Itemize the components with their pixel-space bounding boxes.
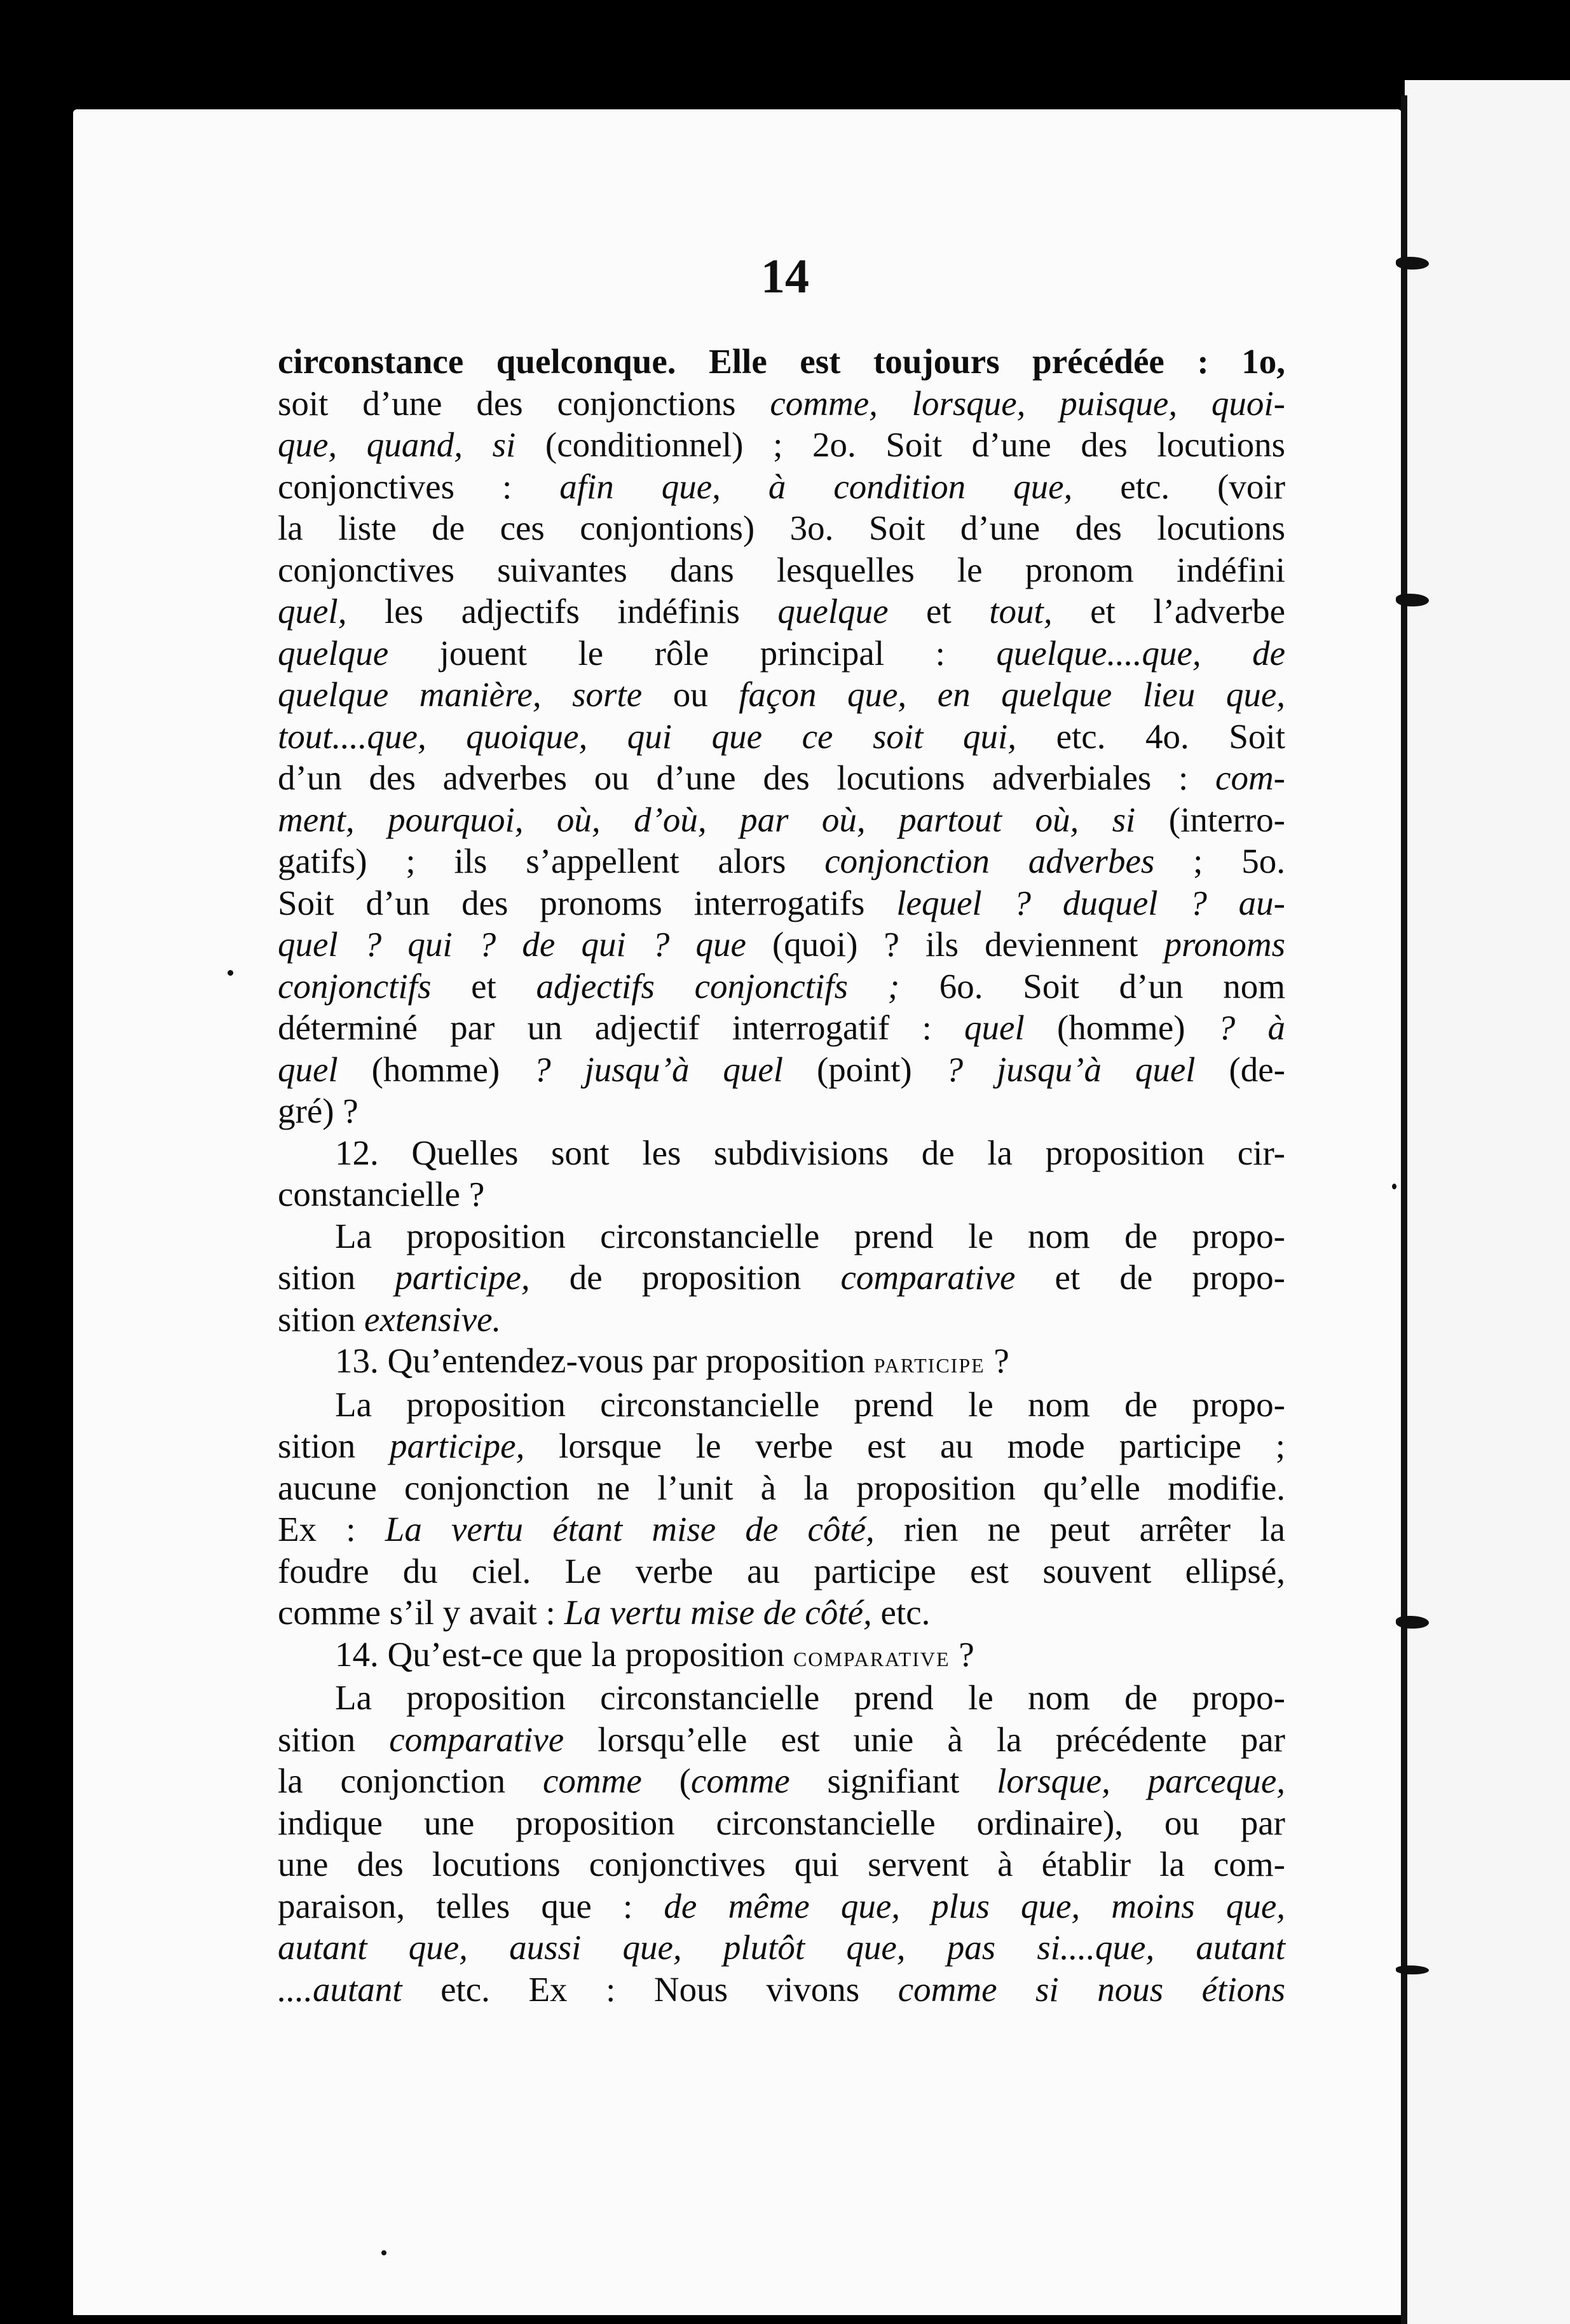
- text-line: [278, 757, 1285, 799]
- text-segment: et: [431, 966, 536, 1006]
- text-segment: pronoms: [1164, 925, 1285, 964]
- text-segment: conjonctives :: [278, 467, 560, 506]
- text-segment: signifiant: [789, 1761, 997, 1800]
- text-segment: ?: [950, 1634, 974, 1674]
- text-segment: (conditionnel) ; 2o. Soit d’une des locutions: [515, 425, 1285, 464]
- text-line: [278, 1508, 1285, 1550]
- text-line: [278, 1425, 1285, 1467]
- text-line: [278, 1760, 1285, 1802]
- text-segment: la liste de ces conjontions) 3o. Soit d’une des locutions: [278, 509, 1285, 547]
- text-segment: constancielle ?: [278, 1175, 485, 1213]
- text-segment: déterminé par un adjectif interrogatif :: [278, 1008, 965, 1047]
- text-segment: aucune conjonction ne l’unit à la proposition qu’elle modifie.: [278, 1468, 1285, 1507]
- text-segment: La vertu étant mise de côté,: [385, 1510, 875, 1548]
- text-segment: une des locutions conjonctives qui servent à établir la com-: [278, 1845, 1285, 1883]
- text-line: [278, 1384, 1285, 1426]
- text-segment: la conjonction: [278, 1761, 543, 1800]
- text-segment: participe: [873, 1346, 985, 1379]
- text-line: [278, 1340, 1285, 1384]
- text-line: [278, 1634, 1285, 1678]
- text-line: [278, 591, 1285, 632]
- text-segment: La vertu mise de côté,: [564, 1593, 872, 1632]
- text-segment: d’un des adverbes ou d’une des locutions adverbiales :: [278, 758, 1216, 797]
- text-segment: La proposition circonstancielle prend le nom de propo-: [335, 1216, 1285, 1255]
- text-segment: façon que, en quelque lieu que,: [739, 675, 1285, 714]
- text-segment: sition: [278, 1299, 364, 1339]
- text-segment: tout....que, quoique, qui que ce soit qui,: [278, 716, 1017, 756]
- text-line: [278, 1550, 1285, 1592]
- text-segment: ?: [985, 1341, 1009, 1380]
- text-line: [278, 924, 1285, 966]
- text-segment: extensive.: [364, 1299, 502, 1339]
- text-segment: conjonctives suivantes dans lesquelles le pronom indéfini: [278, 550, 1285, 589]
- text-segment: ? à: [1217, 1008, 1286, 1047]
- text-line: [278, 1885, 1285, 1927]
- text-segment: et l’adverbe: [1052, 592, 1285, 631]
- text-segment: participe,: [395, 1258, 530, 1297]
- text-segment: (point): [783, 1049, 946, 1089]
- text-line: [278, 632, 1285, 674]
- text-segment: de proposition: [529, 1258, 841, 1297]
- text-segment: ? jusqu’à quel: [533, 1049, 784, 1089]
- text-segment: comparative: [793, 1639, 950, 1672]
- text-segment: de même que, plus que, moins que,: [664, 1886, 1285, 1925]
- text-segment: ment, pourquoi, où, d’où, par où, partout où, si: [278, 800, 1136, 839]
- text-segment: sition: [278, 1258, 395, 1297]
- text-line: [278, 1592, 1285, 1634]
- text-segment: tout,: [989, 592, 1053, 631]
- text-line: [278, 466, 1285, 508]
- text-line: [278, 1802, 1285, 1844]
- text-segment: paraison, telles que :: [278, 1886, 664, 1925]
- text-segment: gré) ?: [278, 1091, 358, 1130]
- text-segment: La proposition circonstancielle prend le nom de propo-: [335, 1678, 1285, 1717]
- text-segment: gatifs) ; ils s’appellent alors: [278, 842, 825, 880]
- page-gutter: [1401, 95, 1407, 2324]
- text-segment: lorsqu’elle est unie à la précédente par: [564, 1719, 1285, 1759]
- text-segment: (quoi) ? ils deviennent: [746, 925, 1164, 964]
- text-line: [278, 1299, 1285, 1341]
- scan-speck: [381, 2250, 386, 2255]
- text-segment: quel: [964, 1008, 1025, 1047]
- text-segment: quel ? qui ? de qui ? que: [278, 925, 746, 964]
- text-segment: conjonction adverbes: [824, 842, 1155, 880]
- text-segment: quelque....que, de: [996, 633, 1285, 673]
- text-segment: sition: [278, 1426, 390, 1465]
- text-segment: comme, lorsque, puisque, quoi-: [770, 383, 1285, 423]
- text-line: [278, 716, 1285, 758]
- text-segment: rien ne peut arrêter la: [874, 1510, 1285, 1548]
- text-segment: participe,: [390, 1426, 525, 1465]
- text-segment: (homme): [338, 1049, 534, 1089]
- text-line: [278, 1719, 1285, 1761]
- text-line: [278, 674, 1285, 716]
- binding-mark: [1396, 1965, 1429, 1974]
- text-line: [278, 840, 1285, 882]
- text-segment: ; 5o.: [1154, 842, 1285, 880]
- text-segment: lorsque le verbe est au mode participe ;: [524, 1426, 1286, 1465]
- binding-mark: [1396, 1616, 1429, 1629]
- page-number: 14: [761, 250, 809, 303]
- text-line: [278, 424, 1285, 466]
- text-line: [278, 1677, 1285, 1719]
- text-line: [278, 383, 1285, 425]
- text-segment: que, quand, si: [278, 425, 516, 464]
- text-segment: 12. Quelles sont les subdivisions de la proposition cir-: [335, 1133, 1285, 1172]
- text-line: [278, 1007, 1285, 1049]
- text-segment: quel: [278, 1049, 338, 1089]
- text-segment: comme s’il y avait :: [278, 1593, 564, 1632]
- text-segment: 6o. Soit d’un nom: [899, 966, 1286, 1006]
- text-segment: comparative: [389, 1719, 564, 1759]
- text-segment: (: [641, 1761, 691, 1800]
- text-line: [278, 1049, 1285, 1091]
- text-segment: etc. 4o. Soit: [1016, 716, 1285, 756]
- text-segment: lorsque, parceque,: [997, 1761, 1285, 1800]
- text-line: [278, 1090, 1285, 1132]
- text-line: [278, 882, 1285, 924]
- text-line: [278, 1843, 1285, 1885]
- text-segment: adjectifs conjonctifs ;: [536, 966, 900, 1006]
- text-line: [278, 1467, 1285, 1509]
- text-segment: etc.: [871, 1593, 931, 1632]
- text-segment: ? jusqu’à quel: [945, 1049, 1196, 1089]
- text-segment: quel,: [278, 592, 347, 631]
- scan-speck: [1392, 1184, 1396, 1189]
- text-line: [278, 1969, 1285, 2011]
- text-segment: et: [888, 592, 990, 631]
- text-segment: 14. Qu’est-ce que la proposition: [335, 1634, 793, 1674]
- text-segment: quelque manière, sorte: [278, 675, 643, 714]
- text-segment: afin que, à condition que,: [559, 467, 1073, 506]
- binding-mark: [1396, 594, 1429, 606]
- text-line: [278, 507, 1285, 549]
- text-segment: comme si nous étions: [898, 1969, 1285, 2009]
- text-segment: (homme): [1024, 1008, 1218, 1047]
- text-segment: La proposition circonstancielle prend le nom de propo-: [335, 1384, 1285, 1424]
- text-segment: foudre du ciel. Le verbe au participe est souvent ellipsé,: [278, 1551, 1285, 1590]
- text-segment: jouent le rôle principal :: [388, 633, 997, 673]
- text-segment: lequel ? duquel ? au-: [896, 883, 1285, 922]
- text-segment: (de-: [1195, 1049, 1285, 1089]
- text-line: [278, 1927, 1285, 1969]
- text-line: [278, 1173, 1285, 1215]
- text-segment: sition: [278, 1719, 390, 1759]
- text-segment: Ex :: [278, 1510, 385, 1548]
- text-segment: ....autant: [278, 1969, 402, 2009]
- text-segment: etc. (voir: [1072, 467, 1286, 506]
- text-segment: comme: [543, 1761, 642, 1800]
- page-body-text: [278, 341, 1285, 2010]
- text-segment: conjonctifs: [278, 966, 432, 1006]
- text-line: [278, 1257, 1285, 1299]
- text-line: [278, 549, 1285, 591]
- text-segment: indique une proposition circonstancielle ordinaire), ou par: [278, 1803, 1285, 1842]
- text-segment: soit d’une des conjonctions: [278, 383, 770, 423]
- text-line: [278, 1215, 1285, 1257]
- text-line: [278, 966, 1285, 1008]
- text-line: [278, 1132, 1285, 1174]
- text-line: [278, 341, 1285, 383]
- text-segment: Soit d’un des pronoms interrogatifs: [278, 883, 897, 922]
- text-segment: comme: [690, 1761, 790, 1800]
- text-segment: quelque: [777, 592, 889, 631]
- text-segment: autant que, aussi que, plutôt que, pas si....que, autant: [278, 1928, 1285, 1967]
- text-segment: circonstance quelconque. Elle est toujours précédée : 1o,: [278, 342, 1285, 381]
- text-line: [278, 799, 1285, 841]
- text-segment: et de propo-: [1015, 1258, 1285, 1297]
- text-segment: les adjectifs indéfinis: [346, 592, 778, 631]
- text-segment: com-: [1215, 758, 1285, 797]
- scan-speck: [228, 970, 233, 976]
- text-segment: quelque: [278, 633, 389, 673]
- text-segment: (interro-: [1135, 800, 1285, 839]
- text-segment: etc. Ex : Nous vivons: [402, 1969, 898, 2009]
- adjacent-page-edge: [1405, 80, 1570, 2324]
- text-segment: 13. Qu’entendez-vous par proposition: [335, 1341, 874, 1380]
- text-segment: ou: [642, 675, 739, 714]
- text-segment: comparative: [840, 1258, 1016, 1297]
